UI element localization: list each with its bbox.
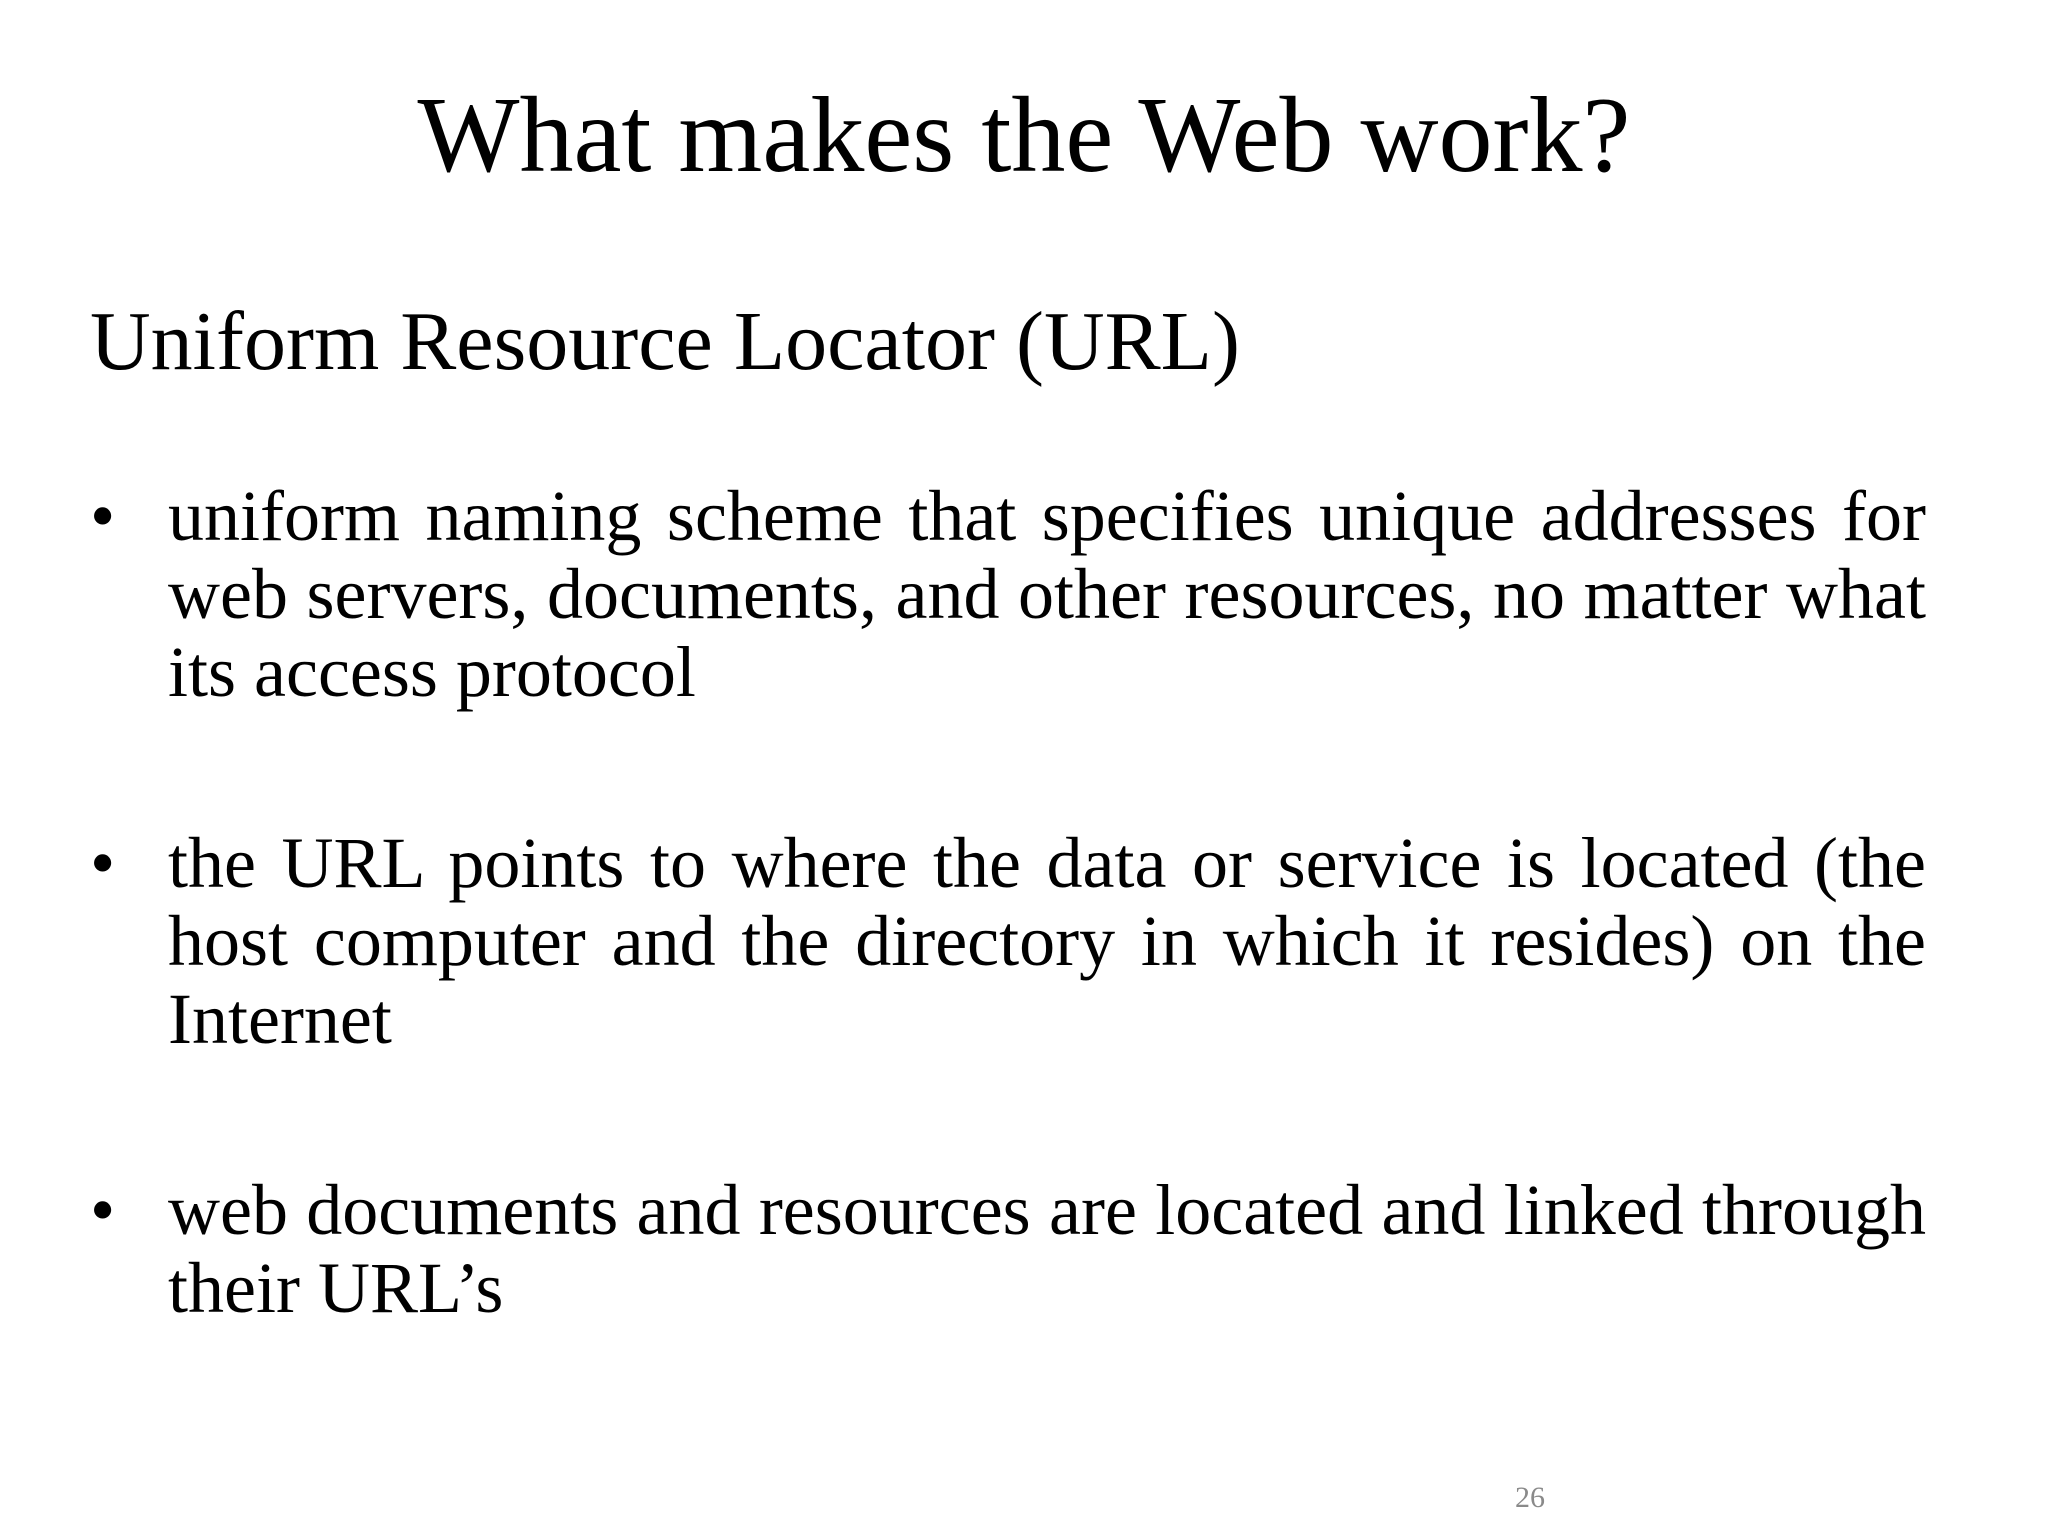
bullet-text: the URL points to where the data or service is located (the host computer and the directory in which it resides) on the Internet: [168, 823, 1926, 1059]
bullet-marker: •: [90, 476, 116, 556]
slide-title: What makes the Web work?: [417, 76, 1631, 195]
bullet-text: uniform naming scheme that specifies unique addresses for web servers, documents, and other resources, no matter what its access protocol: [168, 476, 1926, 712]
bullet-marker: •: [90, 823, 116, 903]
slide-subtitle: Uniform Resource Locator (URL): [90, 295, 1240, 388]
bullet-marker: •: [90, 1170, 116, 1250]
page-number: 26: [1515, 1481, 1545, 1514]
bullet-text: web documents and resources are located and linked through their URL’s: [168, 1170, 1926, 1328]
